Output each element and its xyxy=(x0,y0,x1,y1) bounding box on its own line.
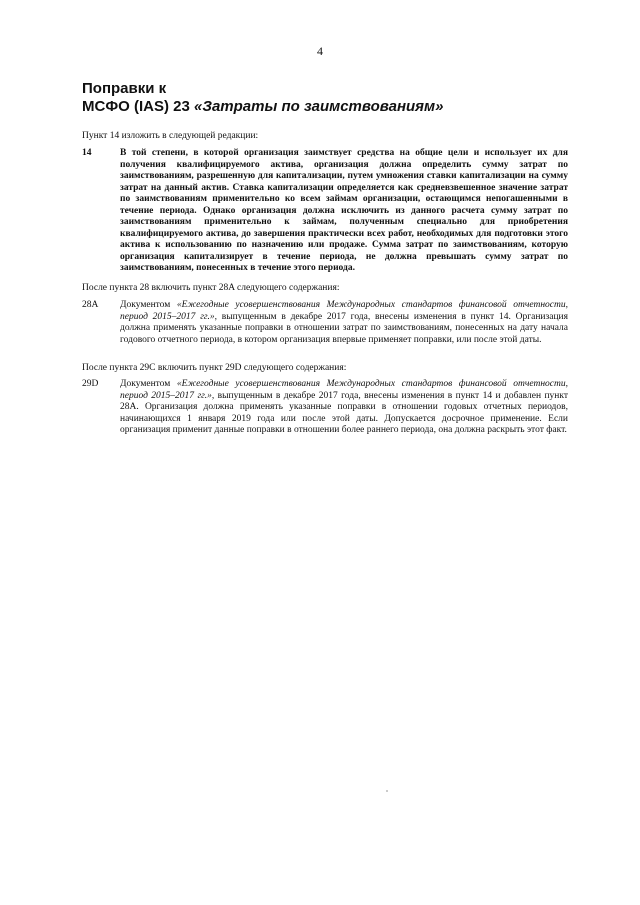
page-number: 4 xyxy=(317,44,323,58)
paragraph-14 xyxy=(82,148,568,275)
paragraph-number: 29D xyxy=(82,379,99,389)
amendments-heading xyxy=(82,80,562,116)
document-title: «Ежегодные усовершенствования Международных стандартов финансовой отчетности, период 2015–2017 гг.» xyxy=(120,300,568,322)
paragraph-lead: Документом xyxy=(120,300,177,310)
paragraph-28a xyxy=(82,300,568,346)
paragraph-text: В той степени, в которой организация заимствует средства на общие цели и использует их для получения квалифицируемого актива, организация должна определить сумму затрат по заимствованиям, разрешенную для капитализации, путем умножения ставки капитализации на сумму затрат на данный актив. Ставка капитализации определяется как средневзвешенное значение затрат по заимствованиям применительно ко всем займам организации, остающимся непогашенными в течение периода. Однако организация должна исключить из данного расчета сумму затрат по заимствованиям применительно к займам, полученным специально для приобретения квалифицируемого актива, до завершения практически всех работ, необходимых для подготовки этого актива к использованию по назначению или продаже. Сумма затрат по заимствованиям, которую организация капитализирует в течение периода, не должна превышать сумму затрат по заимствованиям, понесенных в течение этого периода. xyxy=(120,148,568,273)
instruction-paragraph-14: Пункт 14 изложить в следующей редакции: xyxy=(82,131,259,141)
paragraph-lead: Документом xyxy=(120,379,177,389)
heading-line-1: Поправки к xyxy=(82,80,167,97)
paragraph-29d xyxy=(82,379,568,437)
paragraph-text xyxy=(120,300,568,346)
paragraph-number: 28A xyxy=(82,300,99,310)
instruction-after-28: После пункта 28 включить пункт 28A следующего содержания: xyxy=(82,283,340,293)
instruction-after-29c: После пункта 29C включить пункт 29D следующего содержания: xyxy=(82,363,347,373)
scan-speck xyxy=(386,790,388,792)
paragraph-rest: , выпущенным в декабре 2017 года, внесены изменения в пункт 14 и добавлен пункт 28A. Организация должна применять указанные поправки в отношении годовых отчетных периодов, начинающихся 1 января 2019 года или после этой даты. Допускается досрочное применение. Если организация применит данные поправки в отношении более раннего периода, она должна раскрыть этот факт. xyxy=(120,390,569,435)
standard-title: «Затраты по заимствованиям» xyxy=(193,98,444,115)
heading-line-2 xyxy=(82,98,562,116)
document-title: «Ежегодные усовершенствования Международных стандартов финансовой отчетности, период 2015–2017 гг.» xyxy=(120,379,568,401)
paragraph-number: 14 xyxy=(82,148,92,158)
paragraph-text xyxy=(120,379,568,437)
paragraph-rest: , выпущенным в декабре 2017 года, внесены изменения в пункт 14. Организация должна применять указанные поправки в отношении затрат по заимствованиям, понесенных на дату начала годового отчетного периода, в котором организация впервые применяет поправки, или после этой даты. xyxy=(120,311,568,345)
standard-code: МСФО (IAS) 23 xyxy=(82,98,194,115)
